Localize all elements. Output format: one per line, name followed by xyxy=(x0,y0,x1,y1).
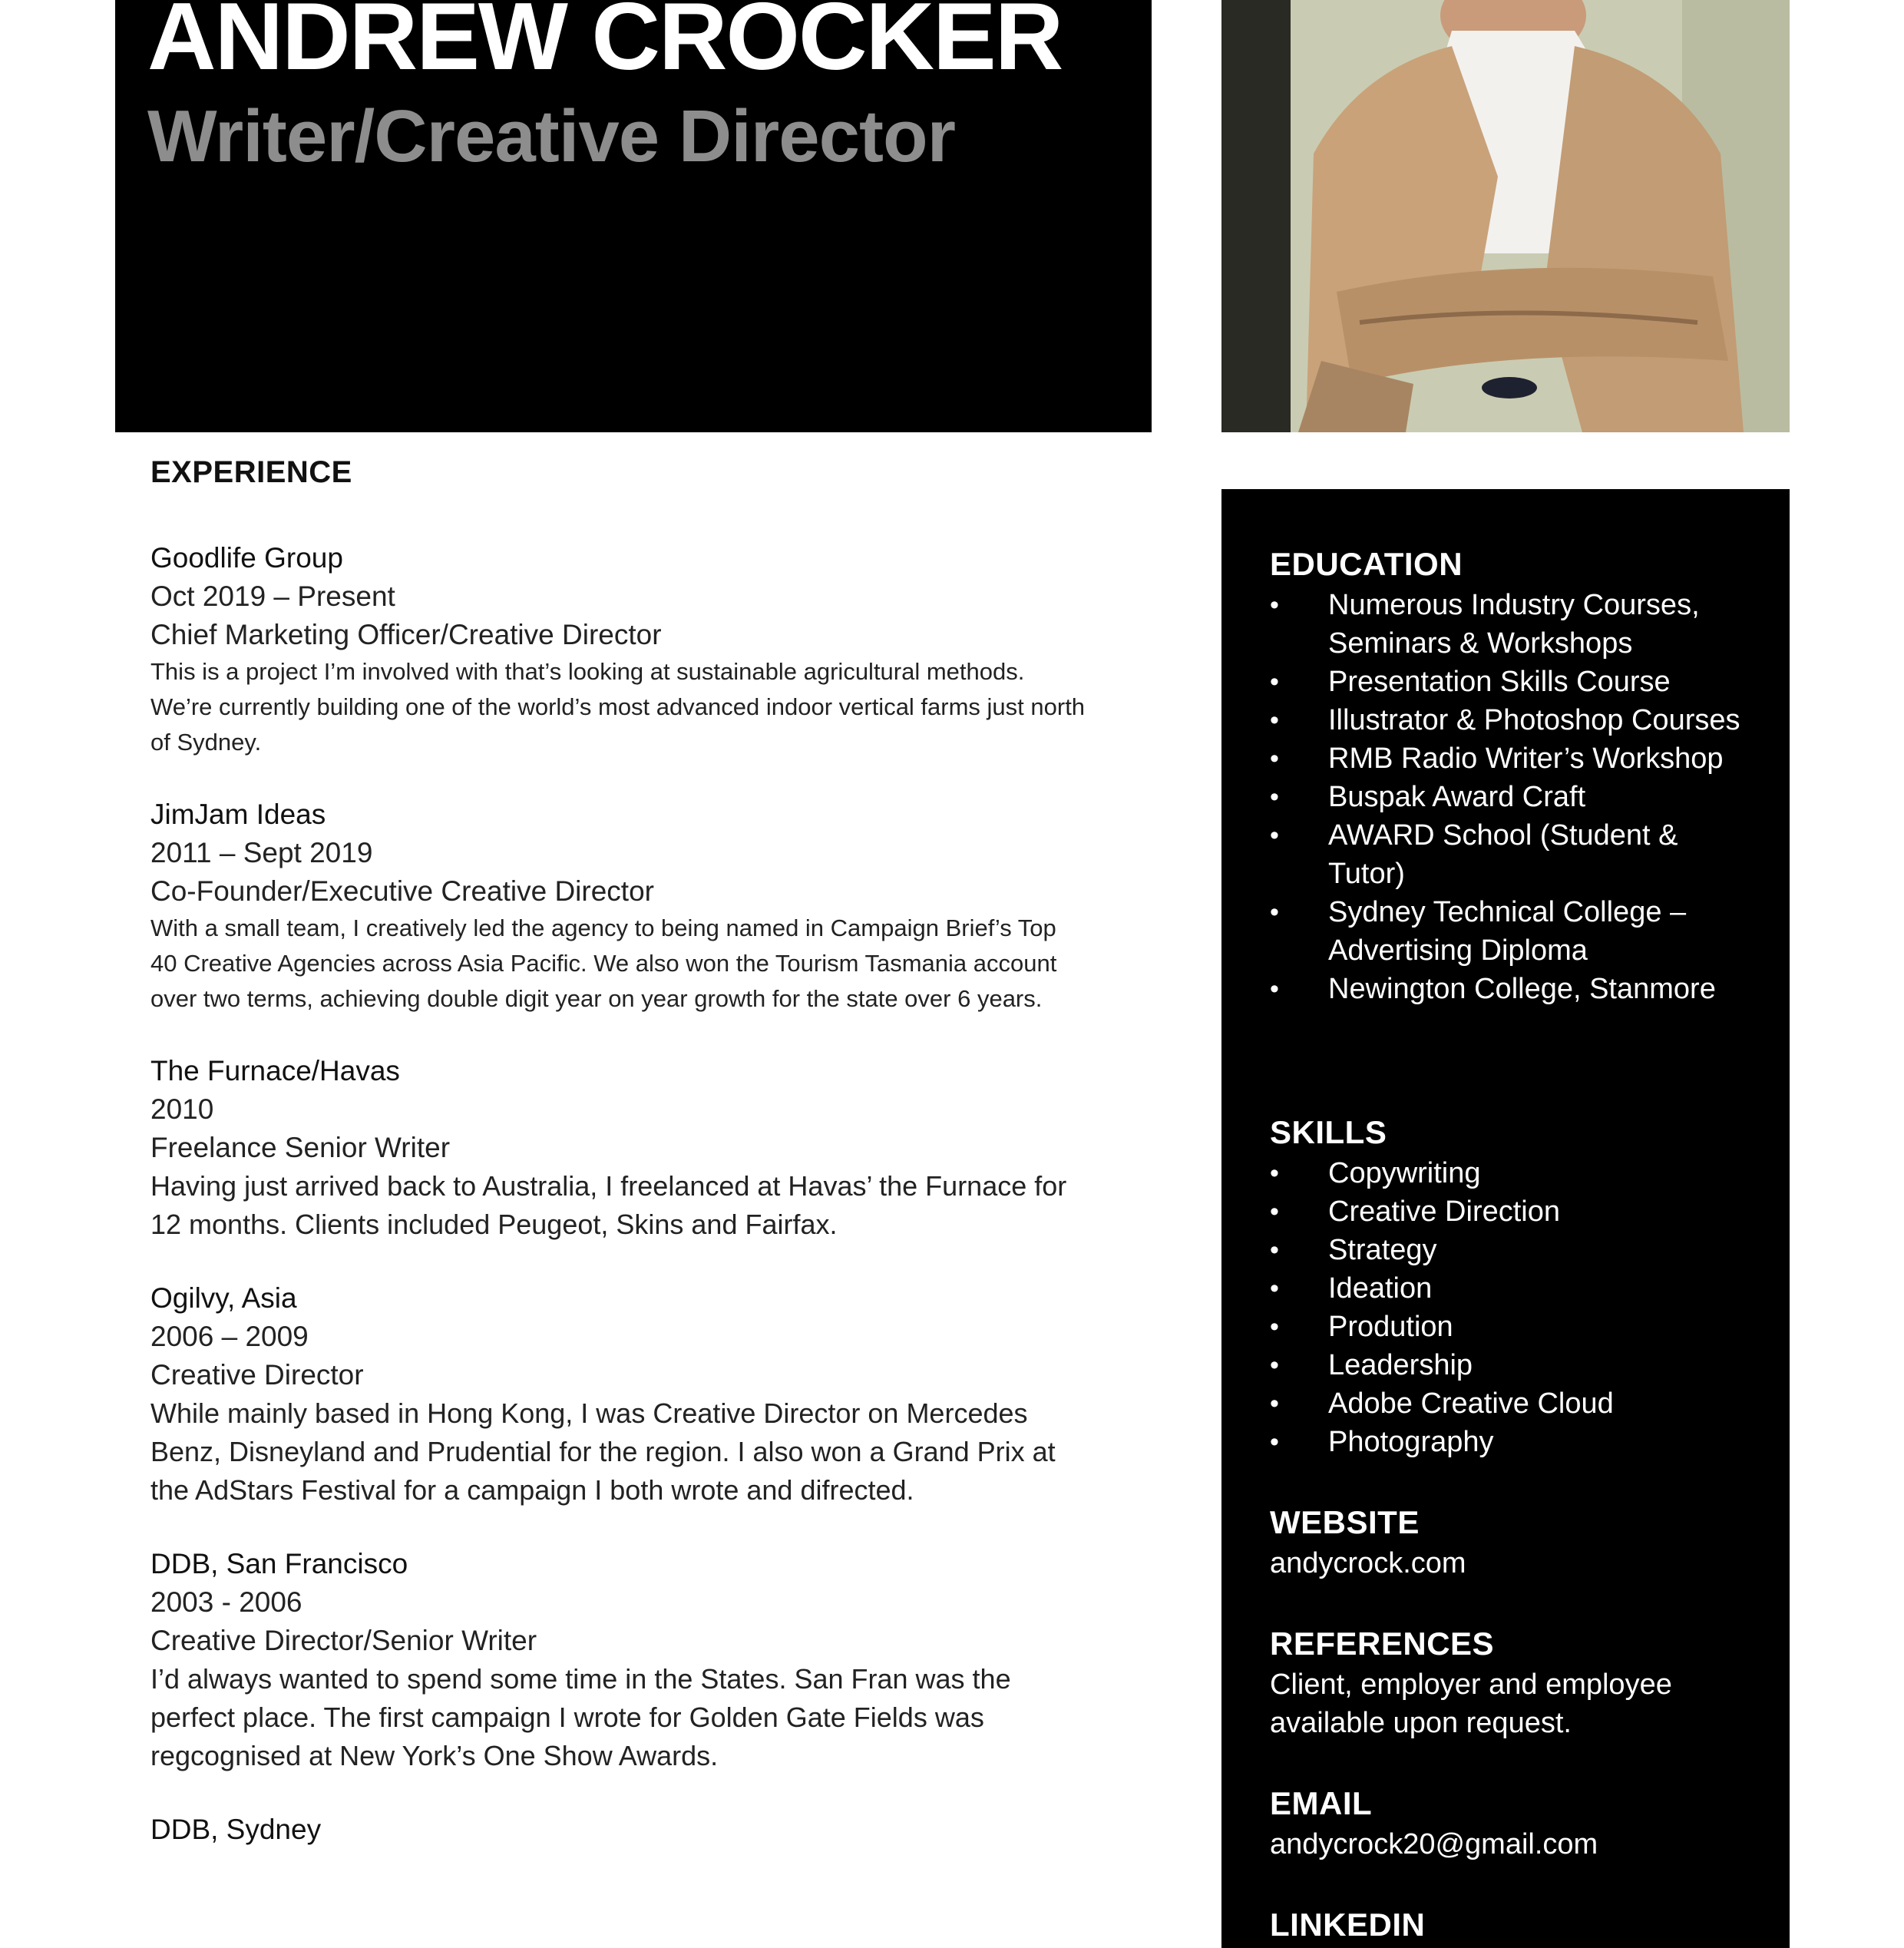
job-company: DDB, Sydney xyxy=(150,1814,322,1845)
job-description: Having just arrived back to Australia, I freelanced at Havas’ the Furnace for 12 months. Clients included Peugeot, Skins and Fairfax. xyxy=(150,1170,1067,1240)
job-role: Creative Director xyxy=(150,1359,364,1391)
linkedin-heading: LINKEDIN xyxy=(1270,1907,1426,1943)
job-role: Creative Director/Senior Writer xyxy=(150,1625,537,1656)
skill-item: • Strategy xyxy=(1270,1231,1761,1269)
education-list xyxy=(1270,586,1761,1008)
website-heading: WEBSITE xyxy=(1270,1504,1420,1540)
job-company: Goodlife Group xyxy=(150,542,343,574)
job-role: Chief Marketing Officer/Creative Director xyxy=(150,619,662,650)
header-banner xyxy=(115,0,1152,432)
skill-item: • Photography xyxy=(1270,1423,1761,1461)
job-entry xyxy=(150,1279,1087,1510)
job-description: With a small team, I creatively led the agency to being named in Campaign Brief’s Top 40 Creative Agencies across Asia Pacific. We also won the Tourism Tasmania account over two terms, achieving double digit year on year growth for the state over 6 years. xyxy=(150,914,1057,1012)
job-entry xyxy=(150,1545,1087,1775)
references-text: Client, employer and employee available upon request. xyxy=(1270,1669,1672,1739)
email-link[interactable]: andycrock20@gmail.com xyxy=(1270,1828,1598,1860)
portrait-photo xyxy=(1221,0,1790,432)
job-dates: Oct 2019 – Present xyxy=(150,580,395,612)
sidebar xyxy=(1221,489,1790,1948)
job-description: While mainly based in Hong Kong, I was Creative Director on Mercedes Benz, Disneyland and Prudential for the region. I also won a Grand Prix at the AdStars Festival for a campaign I both wrote and difrected. xyxy=(150,1397,1056,1506)
experience-section xyxy=(150,453,1087,1884)
skills-heading: SKILLS xyxy=(1270,1114,1387,1150)
job-entry xyxy=(150,795,1087,1017)
job-title: Writer/Creative Director xyxy=(147,95,955,177)
email-heading: EMAIL xyxy=(1270,1785,1373,1821)
skill-item: • Creative Direction xyxy=(1270,1192,1761,1231)
skills-list xyxy=(1270,1154,1761,1461)
job-dates: 2003 - 2006 xyxy=(150,1586,302,1618)
job-description: I’d always wanted to spend some time in the States. San Fran was the perfect place. The first campaign I wrote for Golden Gate Fields was regcognised at New York’s One Show Awards. xyxy=(150,1663,1011,1771)
job-dates: 2010 xyxy=(150,1093,214,1125)
skill-item: • Adobe Creative Cloud xyxy=(1270,1384,1761,1423)
education-item: • RMB Radio Writer’s Workshop xyxy=(1270,739,1761,778)
job-role: Co-Founder/Executive Creative Director xyxy=(150,875,654,907)
job-company: JimJam Ideas xyxy=(150,799,326,830)
skill-item: • Leadership xyxy=(1270,1346,1761,1384)
job-entry xyxy=(150,1811,1087,1849)
education-item: • AWARD School (Student & Tutor) xyxy=(1270,816,1761,893)
job-company: The Furnace/Havas xyxy=(150,1055,400,1086)
job-company: DDB, San Francisco xyxy=(150,1548,408,1579)
job-role: Freelance Senior Writer xyxy=(150,1132,451,1163)
job-entry xyxy=(150,1052,1087,1244)
skill-item: • Copywriting xyxy=(1270,1154,1761,1192)
education-item: • Illustrator & Photoshop Courses xyxy=(1270,701,1761,739)
skill-item: • Prodution xyxy=(1270,1308,1761,1346)
experience-heading: EXPERIENCE xyxy=(150,455,352,489)
job-entry xyxy=(150,539,1087,760)
education-item: • Numerous Industry Courses, Seminars & Workshops xyxy=(1270,586,1761,663)
skill-item: • Ideation xyxy=(1270,1269,1761,1308)
job-dates: 2011 – Sept 2019 xyxy=(150,837,373,868)
person-name: ANDREW CROCKER xyxy=(147,0,1063,90)
education-item: • Sydney Technical College – Advertising Diploma xyxy=(1270,893,1761,970)
education-item: • Buspak Award Craft xyxy=(1270,778,1761,816)
references-heading: REFERENCES xyxy=(1270,1626,1495,1662)
job-description: This is a project I’m involved with that’s looking at sustainable agricultural methods. We’re currently building one of the world’s most advanced indoor vertical farms just north of Sydney. xyxy=(150,658,1086,756)
portrait-illustration xyxy=(1221,0,1790,432)
job-company: Ogilvy, Asia xyxy=(150,1282,297,1314)
website-link[interactable]: andycrock.com xyxy=(1270,1547,1466,1579)
education-heading: EDUCATION xyxy=(1270,546,1463,582)
job-dates: 2006 – 2009 xyxy=(150,1321,309,1352)
education-item: • Presentation Skills Course xyxy=(1270,663,1761,701)
education-item: • Newington College, Stanmore xyxy=(1270,970,1761,1008)
